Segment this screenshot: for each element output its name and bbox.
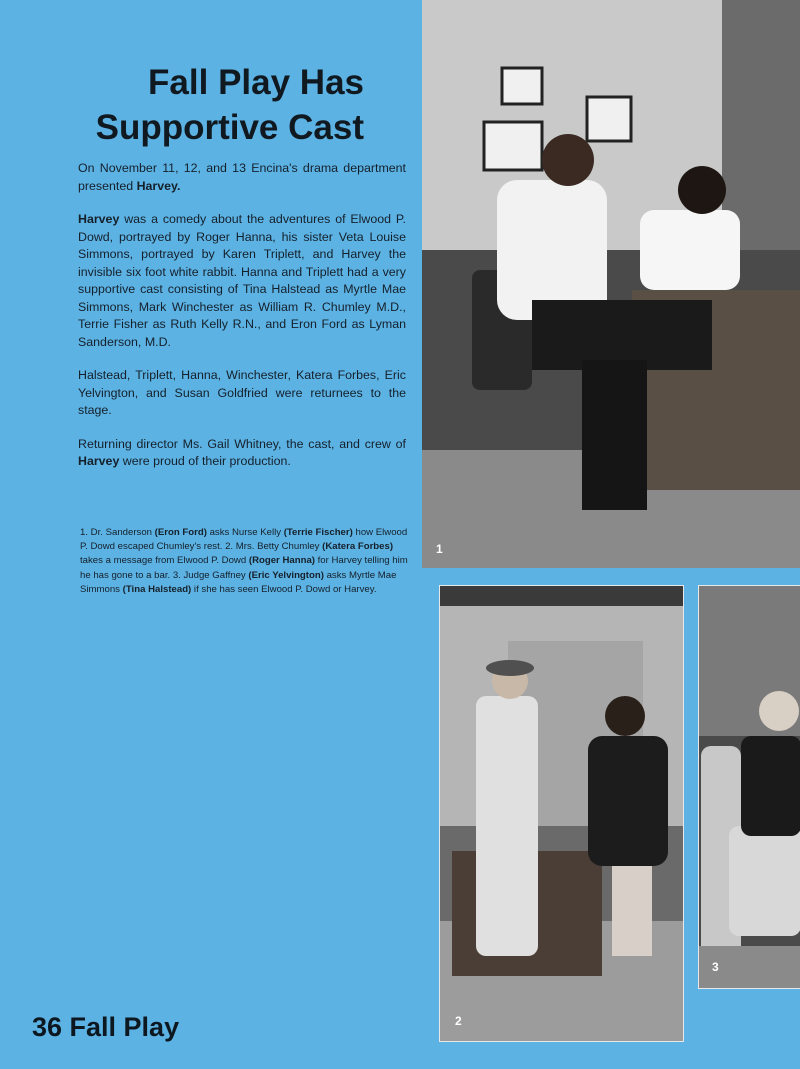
- paragraph-1: On November 11, 12, and 13 Encina's drama department presented Harvey.: [78, 161, 406, 193]
- photo-caption: 1. Dr. Sanderson (Eron Ford) asks Nurse Kelly (Terrie Fischer) how Elwood P. Dowd escaped Chumley's rest. 2. Mrs. Betty Chumley (Katera Forbes) takes a message from Elwood P. Dowd (Roger Hanna) for Harvey telling him he has gone to a bar. 3. Judge Gaffney (Eric Yelvington) asks Myrtle Mae Simmons (Tina Halstead) if she has seen Elwood P. Dowd or Harvey.: [80, 527, 408, 595]
- photo-3-image: [699, 586, 800, 988]
- photo-3-number: 3: [712, 960, 719, 974]
- page-footer: 36 Fall Play: [32, 1012, 180, 1042]
- photo-3: [698, 585, 800, 989]
- photo-2: [439, 585, 684, 1042]
- paragraph-3: Halstead, Triplett, Hanna, Winchester, Katera Forbes, Eric Yelvington, and Susan Goldfried were returnees to the stage.: [78, 368, 406, 417]
- title-line-1: Fall Play Has: [148, 63, 364, 102]
- photo-1-image: [422, 0, 800, 568]
- photo-1-number: 1: [436, 542, 443, 556]
- title-line-2: Supportive Cast: [95, 108, 364, 147]
- photo-1: [422, 0, 800, 568]
- article-body: [78, 160, 406, 487]
- paragraph-2: Harvey was a comedy about the adventures of Elwood P. Dowd, portrayed by Roger Hanna, his sister Veta Louise Simmons, portrayed by Karen Triplett, and Harvey the invisible six foot white rabbit. Hanna and Triplett had a very supportive cast consisting of Tina Halstead as Myrtle Mae Simmons, Mark Winchester as William R. Chumley M.D., Terrie Fisher as Ruth Kelly R.N., and Eron Ford as Lyman Sanderson, M.D.: [78, 212, 406, 349]
- photo-2-image: [440, 586, 683, 1041]
- paragraph-4: Returning director Ms. Gail Whitney, the cast, and crew of Harvey were proud of their production.: [78, 436, 406, 468]
- photo-2-number: 2: [455, 1014, 462, 1028]
- article-title: [60, 60, 364, 150]
